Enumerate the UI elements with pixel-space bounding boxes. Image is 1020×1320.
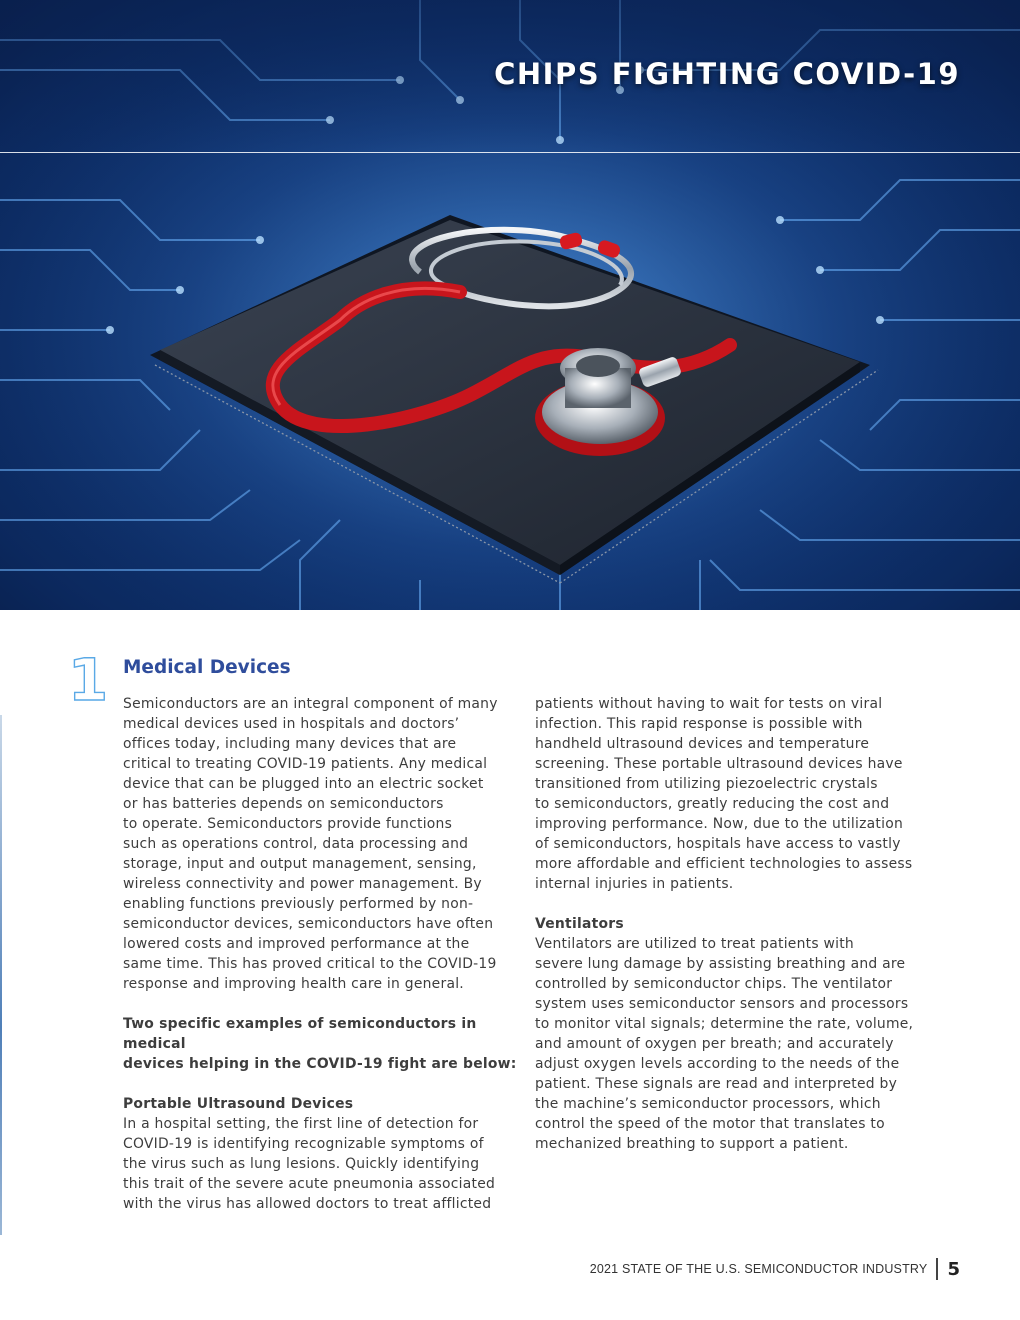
page-title: CHIPS FIGHTING COVID-19	[494, 57, 960, 91]
hero-divider	[0, 152, 1020, 153]
page-edge-accent	[0, 715, 2, 1235]
ultrasound-heading: Portable Ultrasound Devices	[123, 1096, 354, 1112]
hero-image	[0, 0, 1020, 610]
circuit-board-illustration	[0, 0, 1020, 610]
left-column	[123, 694, 523, 1214]
publication-title: 2021 STATE OF THE U.S. SEMICONDUCTOR INDUSTRY	[589, 1262, 928, 1276]
section-title: Medical Devices	[123, 657, 291, 678]
examples-heading: Two specific examples of semiconductors in medical devices helping in the COVID-19 fight are below:	[123, 1016, 517, 1072]
svg-text:1: 1	[67, 646, 109, 714]
ventilators-paragraph: Ventilators are utilized to treat patients with severe lung damage by assisting breathing and are controlled by semiconductor chips. The ventilator system uses semiconductor sensors and processors to monitor vital signals; determine the rate, volume, and amount of oxygen per breath; and accurately adjust oxygen levels according to the needs of the patient. These signals are read and interpreted by the machine’s semiconductor processors, which control the speed of the motor that translates to mechanized breathing to support a patient.	[535, 936, 914, 1152]
ultrasound-paragraph: In a hospital setting, the first line of detection for COVID-19 is identifying recognizable symptoms of the virus such as lung lesions. Quickly identifying this trait of the severe acute pneumonia associated with the virus has allowed doctors to treat afflicted	[123, 1116, 496, 1212]
right-column	[535, 694, 935, 1154]
page-number: 5	[947, 1258, 960, 1280]
ventilators-heading: Ventilators	[535, 916, 624, 932]
ultrasound-paragraph-continued: patients without having to wait for tests on viral infection. This rapid response is possible with handheld ultrasound devices and temperature screening. These portable ultrasound devices have transitioned from utilizing piezoelectric crystals to semiconductors, greatly reducing the cost and improving performance. Now, due to the utilization of semiconductors, hospitals have access to vastly more affordable and efficient technologies to assess internal injuries in patients.	[535, 696, 913, 892]
page-footer	[590, 1256, 960, 1282]
intro-paragraph: Semiconductors are an integral component of many medical devices used in hospitals and doctors’ offices today, including many devices that are critical to treating COVID-19 patients. Any medical device that can be plugged into an electric socket or has batteries depends on semiconductors to operate. Semiconductors provide functions such as operations control, data processing and storage, input and output management, sensing, wireless connectivity and power management. By enabling functions previously performed by non- semiconductor devices, semiconductors have often lowered costs and improved performance at the same time. This has proved critical to the COVID-19 response and improving health care in general.	[123, 696, 498, 992]
footer-divider	[936, 1258, 938, 1280]
section-number-icon	[67, 646, 109, 714]
